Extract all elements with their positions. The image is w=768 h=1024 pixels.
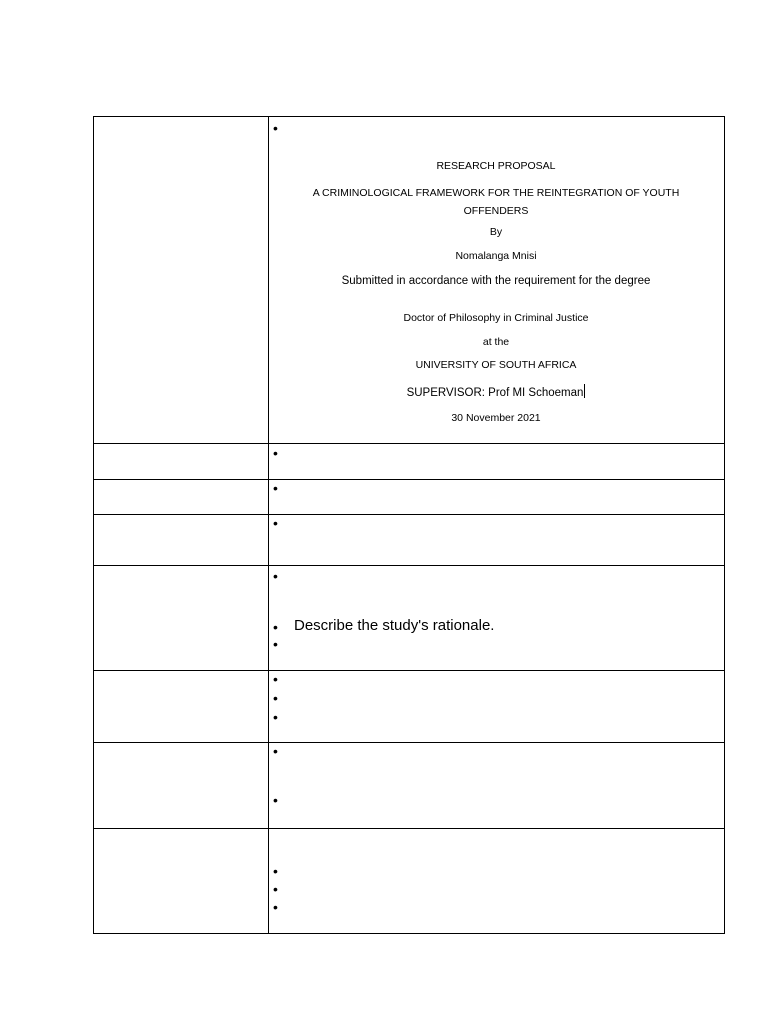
table-row <box>93 444 725 480</box>
right-cell <box>268 742 724 828</box>
right-cell <box>268 514 724 565</box>
submitted-text: Submitted in accordance with the requirement for the degree <box>341 275 651 287</box>
rationale-item: Describe the study's rationale. <box>294 617 495 634</box>
bullet: • <box>273 792 278 808</box>
bullet: • <box>273 709 278 725</box>
bullet: • <box>273 619 278 635</box>
table-row <box>93 479 725 515</box>
left-cell <box>94 742 269 828</box>
table-row <box>93 828 725 934</box>
bullet: • <box>273 863 278 879</box>
left-cell <box>94 514 269 565</box>
bullet: • <box>273 636 278 652</box>
table-row <box>93 670 725 743</box>
bullet: • <box>273 120 278 136</box>
table-row <box>93 514 725 566</box>
bullet: • <box>273 568 278 584</box>
proposal-heading: RESEARCH PROPOSAL <box>436 160 556 172</box>
right-cell <box>268 670 724 742</box>
left-cell <box>94 670 269 742</box>
bullet: • <box>273 445 278 461</box>
by-label: By <box>489 226 503 238</box>
bullet: • <box>273 480 278 496</box>
bullet: • <box>273 881 278 897</box>
bullet: • <box>273 515 278 531</box>
right-cell <box>268 444 724 479</box>
at-the-text: at the <box>482 336 510 348</box>
left-cell <box>94 444 269 479</box>
bullet: • <box>273 899 278 915</box>
right-cell <box>268 117 724 443</box>
table-row-rationale <box>93 565 725 671</box>
proposal-table <box>93 116 725 934</box>
right-cell <box>268 479 724 514</box>
left-cell <box>94 117 269 443</box>
left-cell <box>94 565 269 670</box>
author-name: Nomalanga Mnisi <box>455 250 537 262</box>
bullet: • <box>273 743 278 759</box>
table-row-title <box>93 116 725 444</box>
bullet: • <box>273 690 278 706</box>
bullet: • <box>273 671 278 687</box>
university-name: UNIVERSITY OF SOUTH AFRICA <box>415 359 577 371</box>
supervisor-text: SUPERVISOR: Prof MI Schoeman <box>406 387 584 399</box>
submission-date: 30 November 2021 <box>451 412 541 424</box>
right-cell <box>268 828 724 933</box>
right-cell <box>268 565 724 670</box>
thesis-title: A CRIMINOLOGICAL FRAMEWORK FOR THE REINTEGRATION OF YOUTH OFFENDERS <box>312 187 680 217</box>
left-cell <box>94 479 269 514</box>
table-row <box>93 742 725 829</box>
text-cursor <box>584 384 585 398</box>
degree-text: Doctor of Philosophy in Criminal Justice <box>403 312 589 324</box>
left-cell <box>94 828 269 933</box>
supervisor-line[interactable] <box>268 384 724 399</box>
